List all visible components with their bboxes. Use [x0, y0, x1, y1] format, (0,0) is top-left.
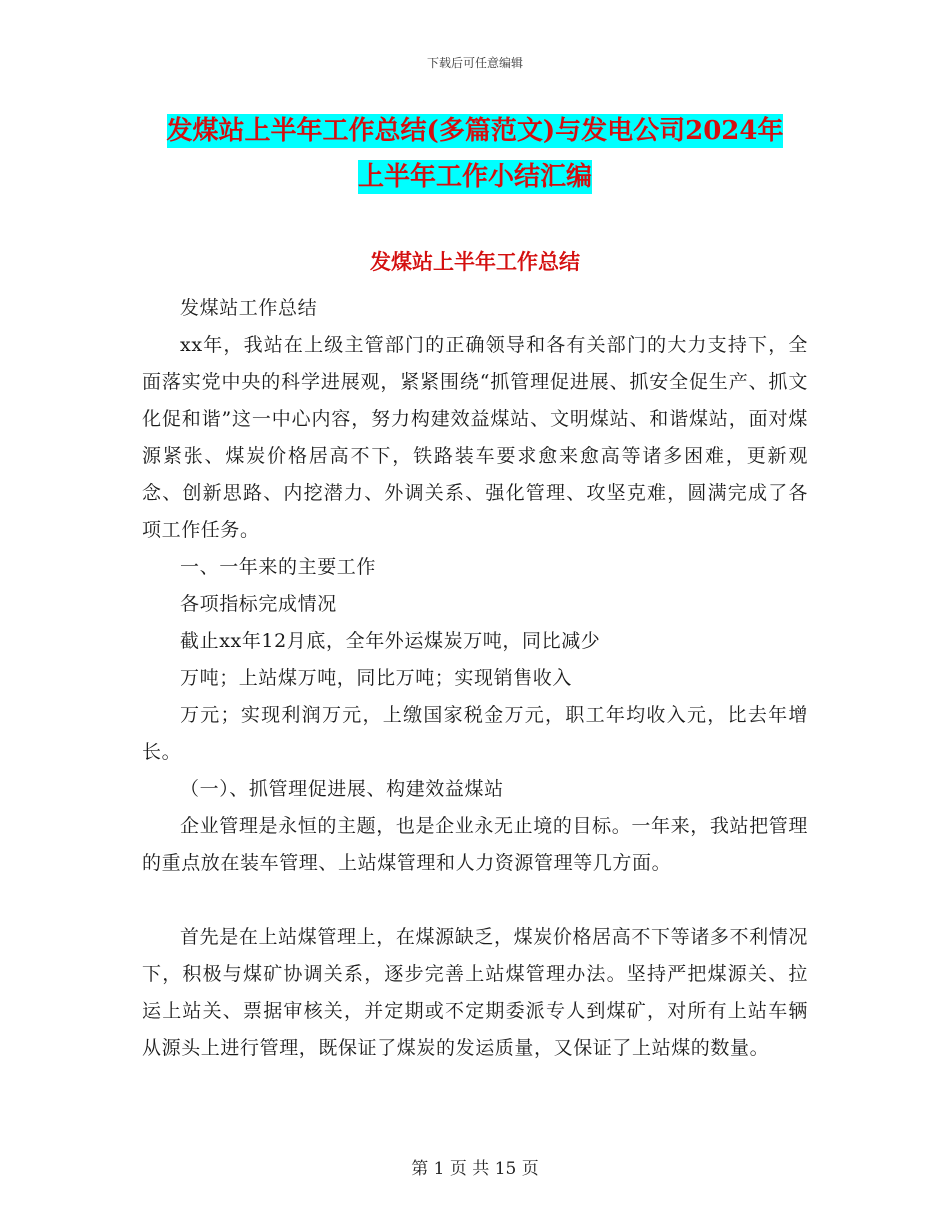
section-heading: 发煤站上半年工作总结	[370, 249, 580, 274]
paragraph: xx年，我站在上级主管部门的正确领导和各有关部门的大力支持下，全面落实党中央的科学进展观，紧紧围绕“抓管理促进展、抓安全促生产、抓文化促和谐”这一中心内容，努力构建效益煤站、文明煤站、和谐煤站，面对煤源紧张、煤炭价格居高不下，铁路装车要求愈来愈高等诸多困难，更新观念、创新思路、内挖潜力、外调关系、强化管理、攻坚克难，圆满完成了各项工作任务。	[142, 334, 808, 541]
paragraph: 万吨；上站煤万吨，同比万吨；实现销售收入	[180, 667, 573, 689]
paragraph: 发煤站工作总结	[180, 297, 318, 319]
title-line-2: 上半年工作小结汇编	[357, 162, 592, 192]
page-number: 第 1 页 共 15 页	[411, 1159, 539, 1179]
paragraph: 各项指标完成情况	[180, 593, 337, 615]
document-title	[150, 108, 800, 200]
paragraph: 万元；实现利润万元，上缴国家税金万元，职工年均收入元，比去年增长。	[142, 704, 808, 763]
page-header-note: 下载后可任意编辑	[426, 56, 523, 70]
paragraph: 截止xx年12月底，全年外运煤炭万吨，同比减少	[180, 630, 601, 652]
paragraph: （一）、抓管理促进展、构建效益煤站	[180, 778, 504, 800]
paragraph: 企业管理是永恒的主题，也是企业永无止境的目标。一年来，我站把管理的重点放在装车管理、上站煤管理和人力资源管理等几方面。	[142, 815, 808, 874]
title-line-1: 发煤站上半年工作总结(多篇范文)与发电公司2024年	[166, 116, 784, 146]
paragraph: 首先是在上站煤管理上，在煤源缺乏，煤炭价格居高不下等诸多不利情况下，积极与煤矿协调关系，逐步完善上站煤管理办法。坚持严把煤源关、拉运上站关、票据审核关，并定期或不定期委派专人到煤矿，对所有上站车辆从源头上进行管理，既保证了煤炭的发运质量，又保证了上站煤的数量。	[142, 926, 808, 1059]
paragraph: 一、一年来的主要工作	[180, 556, 377, 578]
document-body	[142, 290, 808, 1067]
